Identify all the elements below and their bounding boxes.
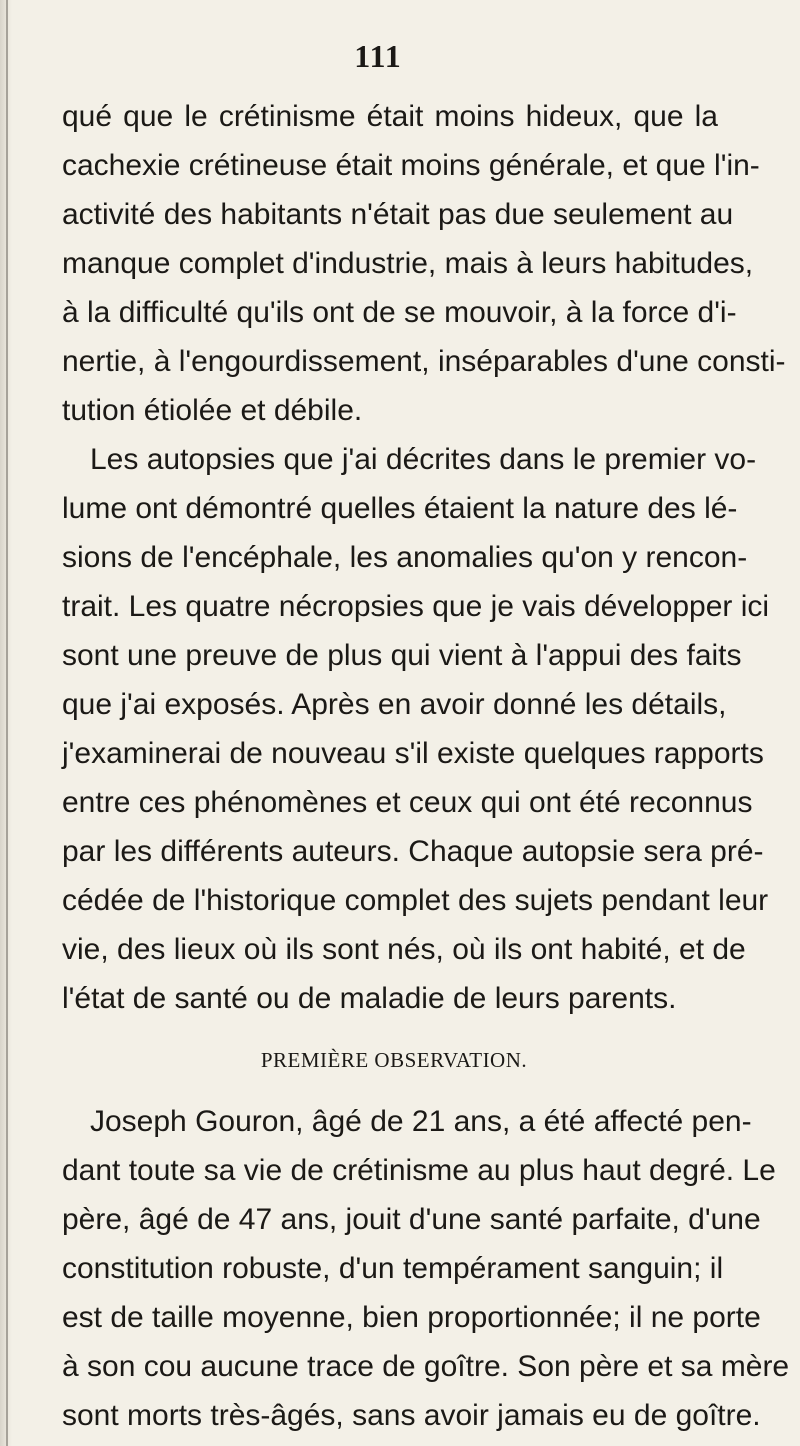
text-line: Les autopsies que j'ai décrites dans le premier vo- — [90, 443, 757, 476]
text-line: tution étiolée et débile. — [62, 394, 363, 427]
text-line: manque complet d'industrie, mais à leurs habitudes, — [62, 247, 754, 280]
text-line: qué que le crétinisme était moins hideux, que la — [62, 100, 718, 133]
text-line: que j'ai exposés. Après en avoir donné les détails, — [62, 688, 727, 721]
body-text — [62, 92, 790, 1440]
text-line: vie, des lieux où ils sont nés, où ils ont habité, et de — [62, 933, 746, 966]
text-line: constitution robuste, d'un tempérament sanguin; il — [62, 1252, 724, 1285]
page-binding-line — [6, 0, 8, 1446]
text-line: par les différents auteurs. Chaque autopsie sera pré- — [62, 835, 764, 868]
text-line: trait. Les quatre nécropsies que je vais développer ici — [62, 590, 770, 623]
text-line: à la difficulté qu'ils ont de se mouvoir, à la force d'i- — [62, 296, 737, 329]
text-line: sont une preuve de plus qui vient à l'appui des faits — [62, 639, 742, 672]
text-line: père, âgé de 47 ans, jouit d'une santé parfaite, d'une — [62, 1203, 761, 1236]
paragraph-2 — [62, 435, 770, 1023]
text-line: activité des habitants n'était pas due seulement au — [62, 198, 734, 231]
text-line: est de taille moyenne, bien proportionnée; il ne porte — [62, 1301, 761, 1334]
text-line: Joseph Gouron, âgé de 21 ans, a été affecté pen- — [90, 1105, 752, 1138]
text-line: cachexie crétineuse était moins générale, et que l'in- — [62, 149, 760, 182]
text-line: l'état de santé ou de maladie de leurs parents. — [62, 982, 677, 1015]
text-line: entre ces phénomènes et ceux qui ont été reconnus — [62, 786, 753, 819]
text-line: dant toute sa vie de crétinisme au plus haut degré. Le — [62, 1154, 776, 1187]
section-title: PREMIÈRE OBSERVATION. — [260, 1048, 528, 1072]
text-line: cédée de l'historique complet des sujets pendant leur — [62, 884, 769, 917]
text-line: nertie, à l'engourdissement, inséparables d'une consti- — [62, 345, 786, 378]
page-number: 111 — [354, 38, 402, 74]
text-line: à son cou aucune trace de goître. Son père et sa mère — [62, 1350, 790, 1383]
text-line: j'examinerai de nouveau s'il existe quelques rapports — [62, 737, 764, 770]
text-line: sions de l'encéphale, les anomalies qu'on y rencon- — [62, 541, 748, 574]
text-line: lume ont démontré quelles étaient la nature des lé- — [62, 492, 738, 525]
text-line: sont morts très-âgés, sans avoir jamais eu de goître. — [62, 1399, 761, 1432]
paragraph-3 — [62, 1097, 790, 1440]
paragraph-1 — [62, 92, 786, 435]
